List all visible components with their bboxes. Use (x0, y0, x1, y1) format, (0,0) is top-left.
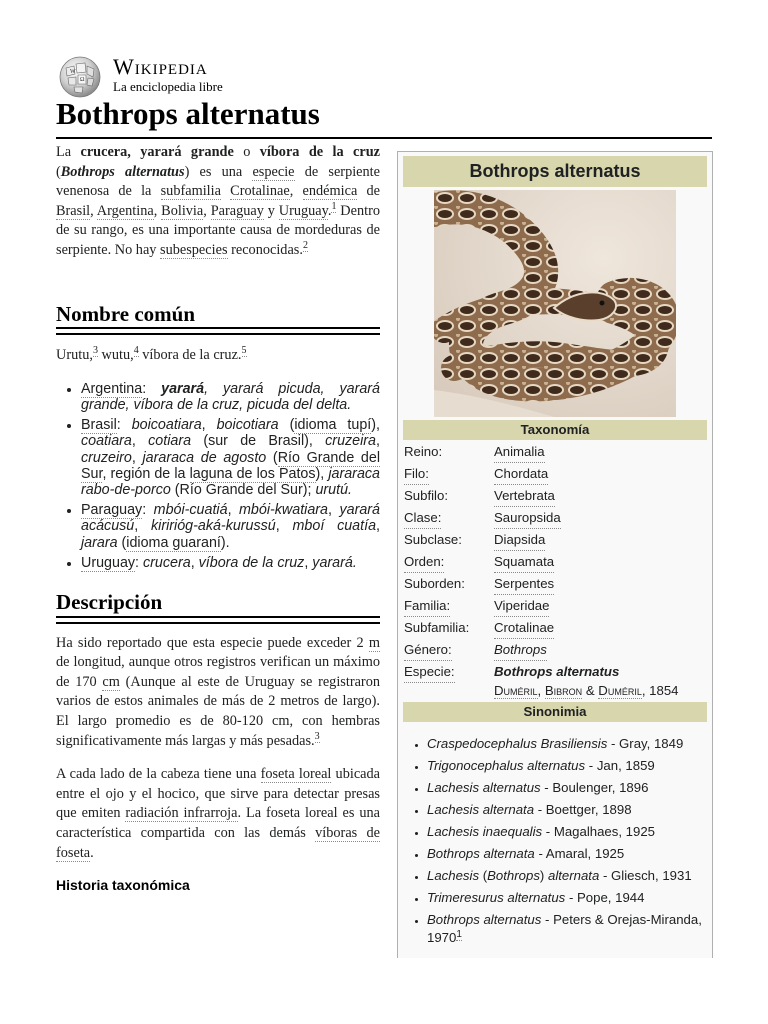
description-text: ubicada entre el ojo y el hocico, que sirve para detectar presas que emiten (56, 766, 381, 822)
intro-text (221, 183, 230, 199)
separator: ( (117, 534, 127, 551)
separator: ), (315, 465, 329, 482)
description-paragraph-1 (56, 634, 380, 752)
intro-text: Dentro de su rango, es una importante causa de mordeduras de serpiente. No hay (56, 202, 381, 258)
taxonomy-rank[interactable]: Orden: (404, 552, 444, 573)
synonym-item (427, 779, 729, 797)
taxonomy-rank[interactable]: Familia: (404, 596, 450, 617)
name-italic: yarará acácusú (81, 502, 380, 535)
separator: , (304, 554, 313, 571)
name-italic: jarara (81, 534, 118, 551)
subsection-heading-historia: Historia taxonómica (56, 877, 190, 894)
intro-text: o (233, 144, 260, 160)
taxonomy-row (404, 442, 706, 462)
name-italic: urutú. (315, 481, 352, 498)
synonym-author: - Gliesch, 1931 (599, 868, 692, 883)
link-subfamilia[interactable]: subfamilia (160, 183, 221, 200)
link-centimetro[interactable]: cm (102, 673, 120, 690)
separator: , (227, 502, 240, 519)
intro-text: . (327, 202, 332, 219)
name-italic: coatiara (81, 433, 132, 450)
separator: ). (220, 534, 230, 551)
taxonomy-rank: Subclase: (404, 532, 462, 547)
reference-link[interactable]: 2 (302, 240, 308, 252)
description-paragraph-2 (56, 765, 380, 863)
synonym-item (427, 801, 729, 819)
taxonomy-row (404, 552, 706, 572)
link-bolivia[interactable]: Bolivia (161, 202, 204, 219)
synonyms-list (404, 735, 729, 951)
reference-link[interactable]: 5 (241, 345, 247, 357)
taxonomy-value-link[interactable]: Squamata (494, 552, 554, 573)
link-brasil[interactable]: Brasil (81, 417, 117, 434)
name-italic: mbói-kwatiara (239, 502, 329, 519)
list-item-uruguay (81, 555, 380, 571)
description-text: (Aunque al este de Uruguay se registraron varios de estos animales de más de 2 metros de largo). El largo promedio es de 80-120 cm, con hembras significativamente más largas y más pesadas. (56, 673, 380, 749)
svg-text:W: W (70, 69, 76, 75)
common-name-text: víbora de la cruz. (138, 347, 242, 364)
article-body (56, 142, 380, 896)
link-foseta-loreal[interactable]: foseta loreal (260, 766, 332, 783)
taxonomy-rank[interactable]: Filo: (404, 464, 429, 485)
intro-text: , (203, 202, 211, 219)
species-name-text: Bothrops alternatus (494, 664, 620, 679)
intro-text: La (56, 144, 81, 160)
link-author-dumeril[interactable]: Duméril (598, 683, 642, 698)
name-italic: jararaca rabo-de-porco (81, 465, 380, 498)
separator: , (275, 518, 293, 535)
synonym-name: Lachesis (427, 868, 480, 883)
intro-paragraph (56, 143, 380, 261)
name-italic: mbói-cuatiá (153, 502, 228, 519)
synonym-name: Lachesis alternata (427, 802, 535, 817)
separator: ), (371, 417, 381, 434)
taxonomy-value-link[interactable]: Bothrops (494, 640, 547, 661)
synonym-author: - Gray, 1849 (607, 736, 684, 751)
reference-link[interactable]: 3 (314, 730, 320, 742)
synonym-item (427, 889, 729, 907)
taxonomy-row (404, 486, 706, 506)
separator: , (328, 502, 340, 519)
name-italic: jararaca de agosto (142, 449, 267, 466)
wordmark: Wikipedia (113, 54, 208, 79)
link-idioma-guarani[interactable]: idioma guaraní (126, 534, 221, 551)
taxonomy-value-link[interactable]: Diapsida (494, 530, 545, 551)
link-argentina[interactable]: Argentina (96, 202, 154, 219)
synonym-name: Trigonocephalus alternatus (427, 758, 586, 773)
authority-text (494, 681, 679, 701)
description-text: de longitud, aunque otros registros verifican un máximo de 170 (56, 654, 380, 690)
reference-link[interactable]: 4 (133, 345, 139, 357)
link-uruguay[interactable]: Uruguay (278, 202, 328, 219)
taxonomy-row (404, 464, 706, 484)
wikipedia-globe-icon (56, 54, 104, 98)
description-text: . (90, 844, 94, 861)
synonym-item (427, 911, 729, 947)
authority-year: , 1854 (641, 683, 679, 698)
link-argentina[interactable]: Argentina (81, 380, 143, 397)
intro-text: y (263, 202, 279, 219)
taxonomy-row-especie (404, 662, 706, 682)
separator: , (131, 449, 143, 466)
separator: ( (266, 449, 278, 466)
separator: , (131, 433, 149, 450)
separator: , (537, 683, 545, 698)
name-italic: cotiara (148, 433, 192, 450)
intro-text: , (289, 183, 303, 200)
synonym-item (427, 823, 729, 841)
page-title: Bothrops alternatus (56, 96, 320, 131)
scientific-name: Bothrops alternatus (60, 163, 185, 180)
name-italic: boicotiara (216, 417, 279, 434)
separator: , (190, 554, 199, 571)
common-name-bold: víbora de la cruz (259, 144, 381, 160)
name-italic: crucera (143, 554, 191, 571)
synonym-name: Lachesis alternatus (427, 780, 541, 795)
synonym-name: Bothrops (487, 868, 540, 883)
link-rio-grande-del-sur[interactable]: Río Grande del Sur (81, 449, 380, 482)
taxonomy-row (404, 596, 706, 616)
taxonomy-row (404, 640, 706, 660)
section-divider (56, 616, 380, 624)
link-uruguay[interactable]: Uruguay (81, 554, 136, 571)
synonym-name: Bothrops alternatus (427, 912, 542, 927)
taxonomy-value-link[interactable]: Sauropsida (494, 508, 561, 529)
separator: & (582, 683, 599, 698)
link-endemica[interactable]: endémica (302, 183, 358, 200)
common-name-bold: crucera, yarará grande (80, 144, 234, 160)
name-italic: víbora de la cruz (198, 554, 305, 571)
list-item-argentina (81, 381, 380, 413)
bothrops-alternatus-snake-photo[interactable] (434, 190, 676, 417)
link-author-dumeril[interactable]: Duméril (494, 683, 538, 698)
synonym-name: Bothrops alternata (427, 846, 535, 861)
separator: , (376, 518, 380, 535)
link-idioma-tupi[interactable]: idioma tupí (294, 417, 372, 434)
name-italic: boicoatiara (131, 417, 202, 434)
intro-text: , (153, 202, 162, 219)
separator: : (116, 417, 132, 434)
separator: , (134, 518, 152, 535)
taxonomy-rank[interactable]: Género: (404, 640, 452, 661)
infobox-title: Bothrops alternatus (403, 156, 707, 187)
name-italic: yarará. (312, 554, 357, 571)
tagline: La enciclopedia libre (113, 79, 223, 94)
common-name-text: Urutu, (56, 347, 93, 364)
synonym-name: Trimeresurus alternatus (427, 890, 566, 905)
taxonomy-rank: Suborden: (404, 576, 465, 591)
description-text: . La foseta loreal es una característica compartida con las demás (56, 805, 380, 841)
synonym-author: - Jan, 1859 (585, 758, 655, 773)
section-heading-nombre-comun: Nombre común (56, 301, 196, 326)
section-heading-descripcion: Descripción (56, 589, 163, 614)
taxonomy-value-link[interactable]: Vertebrata (494, 486, 555, 507)
species-authority (404, 681, 706, 701)
taxonomy-rank-link[interactable]: Especie: (404, 662, 455, 683)
name-italic: cruzeiro (81, 449, 132, 466)
separator: : (135, 554, 143, 571)
separator: : (142, 502, 154, 519)
intro-text: ( (56, 163, 61, 180)
taxonomy-rank: Reino: (404, 444, 443, 459)
separator: : (142, 380, 162, 397)
separator: (sur de Brasil), (191, 433, 326, 450)
synonym-name: alternata (547, 868, 600, 883)
intro-text: reconocidas. (227, 241, 303, 258)
description-text: Ha sido reportado que esta especie puede exceder 2 (56, 634, 369, 651)
synonym-name: Lachesis inaequalis (427, 824, 543, 839)
common-names-line (56, 346, 380, 366)
name-italic: cruzeira (325, 433, 377, 450)
intro-text: de serpiente venenosa de la (56, 163, 380, 200)
section-divider (56, 327, 380, 335)
taxonomy-value-link[interactable]: Viperidae (494, 596, 549, 617)
title-divider (56, 137, 712, 139)
taxonomy-value-link[interactable]: Serpentes (494, 574, 554, 595)
taxonomy-row (404, 530, 706, 550)
link-viboras-de-foseta[interactable]: víboras de foseta (56, 824, 380, 861)
synonym-item (427, 757, 729, 775)
intro-text: ) es una (184, 163, 253, 180)
intro-text: de (357, 183, 380, 200)
regional-names-list (56, 381, 380, 571)
synonym-item (427, 735, 729, 753)
list-item-brasil (81, 417, 380, 498)
separator: ) (539, 868, 548, 883)
synonym-item (427, 867, 729, 885)
taxonomy-row (404, 618, 706, 638)
taxobox (397, 151, 713, 958)
taxonomy-value-link[interactable]: Crotalinae (494, 618, 554, 639)
common-name-text: wutu, (97, 347, 134, 364)
taxonomy-row (404, 508, 706, 528)
taxonomy-rank[interactable]: Clase: (404, 508, 441, 529)
name-italic: kiririóg-aká-kurussú (151, 518, 276, 535)
separator: ( (479, 868, 488, 883)
reference-link[interactable]: 1 (331, 201, 337, 213)
link-brasil[interactable]: Brasil (56, 202, 91, 219)
synonym-author: - Magalhaes, 1925 (542, 824, 656, 839)
taxonomy-value-link[interactable]: Animalia (494, 442, 545, 463)
link-author-bibron[interactable]: Bibron (544, 683, 583, 698)
link-subespecies[interactable]: subespecies (160, 241, 228, 258)
name-italic: , yarará picuda, yarará grande, víbora de la cruz, picuda del delta. (81, 380, 380, 413)
link-metro[interactable]: m (368, 634, 380, 651)
link-especie[interactable]: especie (252, 163, 295, 180)
synonymy-heading: Sinonimia (403, 702, 707, 722)
separator: , (376, 433, 380, 450)
separator: , región de la (102, 465, 190, 482)
separator: (Río Grande del Sur); (170, 481, 316, 498)
taxonomy-rank: Subfilo: (404, 488, 448, 503)
reference-link[interactable]: 1 (456, 928, 462, 940)
intro-text: , (90, 202, 97, 219)
species-name (494, 662, 619, 682)
separator: ( (278, 417, 295, 434)
taxonomy-heading: Taxonomía (403, 420, 707, 440)
synonym-author: - Pope, 1944 (565, 890, 645, 905)
description-text: A cada lado de la cabeza tiene una (56, 766, 261, 783)
synonym-item (427, 845, 729, 863)
name-bold: yarará (161, 380, 205, 397)
taxonomy-rank: Subfamilia: (404, 620, 470, 635)
link-radiacion-infrarroja[interactable]: radiación infrarroja (125, 805, 238, 822)
separator: , (201, 417, 217, 434)
list-item-paraguay (81, 502, 380, 551)
name-italic: mboí cuatía (292, 518, 377, 535)
svg-text:Ω: Ω (80, 77, 85, 83)
link-crotalinae[interactable]: Crotalinae (230, 183, 290, 200)
synonym-author: - Boettger, 1898 (534, 802, 632, 817)
taxonomy-row (404, 574, 706, 594)
synonym-author: - Peters & Orejas-Miranda, 1970 (427, 912, 702, 945)
link-laguna-de-los-patos[interactable]: laguna de los Patos (189, 465, 316, 482)
taxonomy-value-link[interactable]: Chordata (494, 464, 548, 485)
synonym-author: - Amaral, 1925 (534, 846, 625, 861)
synonym-name: Craspedocephalus Brasiliensis (427, 736, 608, 751)
link-paraguay[interactable]: Paraguay (210, 202, 264, 219)
reference-link[interactable]: 3 (92, 345, 98, 357)
synonym-author: - Boulenger, 1896 (540, 780, 649, 795)
link-paraguay[interactable]: Paraguay (81, 502, 143, 519)
